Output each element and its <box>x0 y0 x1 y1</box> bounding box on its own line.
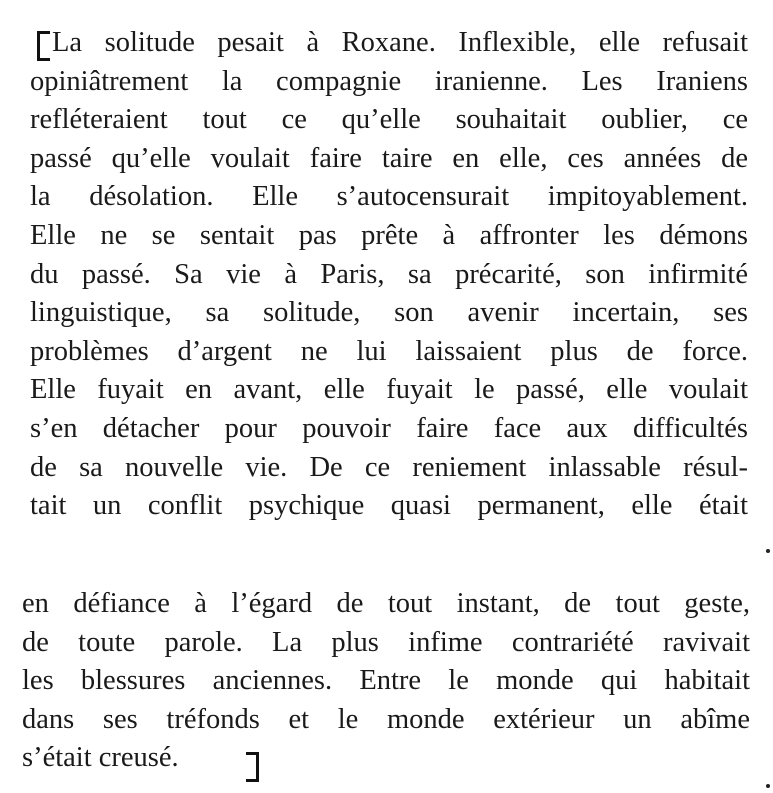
margin-dot <box>766 784 770 788</box>
text-line: La solitude pesait à Roxane. Inflexible, elle refusait <box>52 27 748 58</box>
text-line: de sa nouvelle vie. De ce reniement inlassable résul- <box>30 451 748 483</box>
passage-top <box>30 24 748 526</box>
text-line: problèmes d’argent ne lui laissaient plus de force. <box>30 335 748 367</box>
margin-dot <box>766 549 770 553</box>
text-line: refléteraient tout ce qu’elle souhaitait oublier, ce <box>30 104 748 136</box>
text-line: s’était creusé. <box>22 742 179 774</box>
text-line: du passé. Sa vie à Paris, sa précarité, son infirmité <box>30 258 748 290</box>
text-line: dans ses tréfonds et le monde extérieur un abîme <box>22 703 750 735</box>
close-bracket-mark <box>246 752 259 782</box>
text-line: Elle fuyait en avant, elle fuyait le passé, elle voulait <box>30 374 748 406</box>
text-line: la désolation. Elle s’autocensurait impitoyablement. <box>30 181 748 213</box>
text-line: en défiance à l’égard de tout instant, de tout geste, <box>22 588 750 619</box>
text-line: s’en détacher pour pouvoir faire face aux difficultés <box>30 412 748 444</box>
passage-bottom <box>22 585 750 778</box>
text-line: tait un conflit psychique quasi permanent, elle était <box>30 490 748 522</box>
text-line: opiniâtrement la compagnie iranienne. Les Iraniens <box>30 65 748 97</box>
text-line: passé qu’elle voulait faire taire en elle, ces années de <box>30 142 748 174</box>
text-line: linguistique, sa solitude, son avenir incertain, ses <box>30 297 748 329</box>
text-line: les blessures anciennes. Entre le monde qui habitait <box>22 665 750 697</box>
text-line: de toute parole. La plus infime contrariété ravivait <box>22 626 750 658</box>
text-line: Elle ne se sentait pas prête à affronter les démons <box>30 219 748 251</box>
